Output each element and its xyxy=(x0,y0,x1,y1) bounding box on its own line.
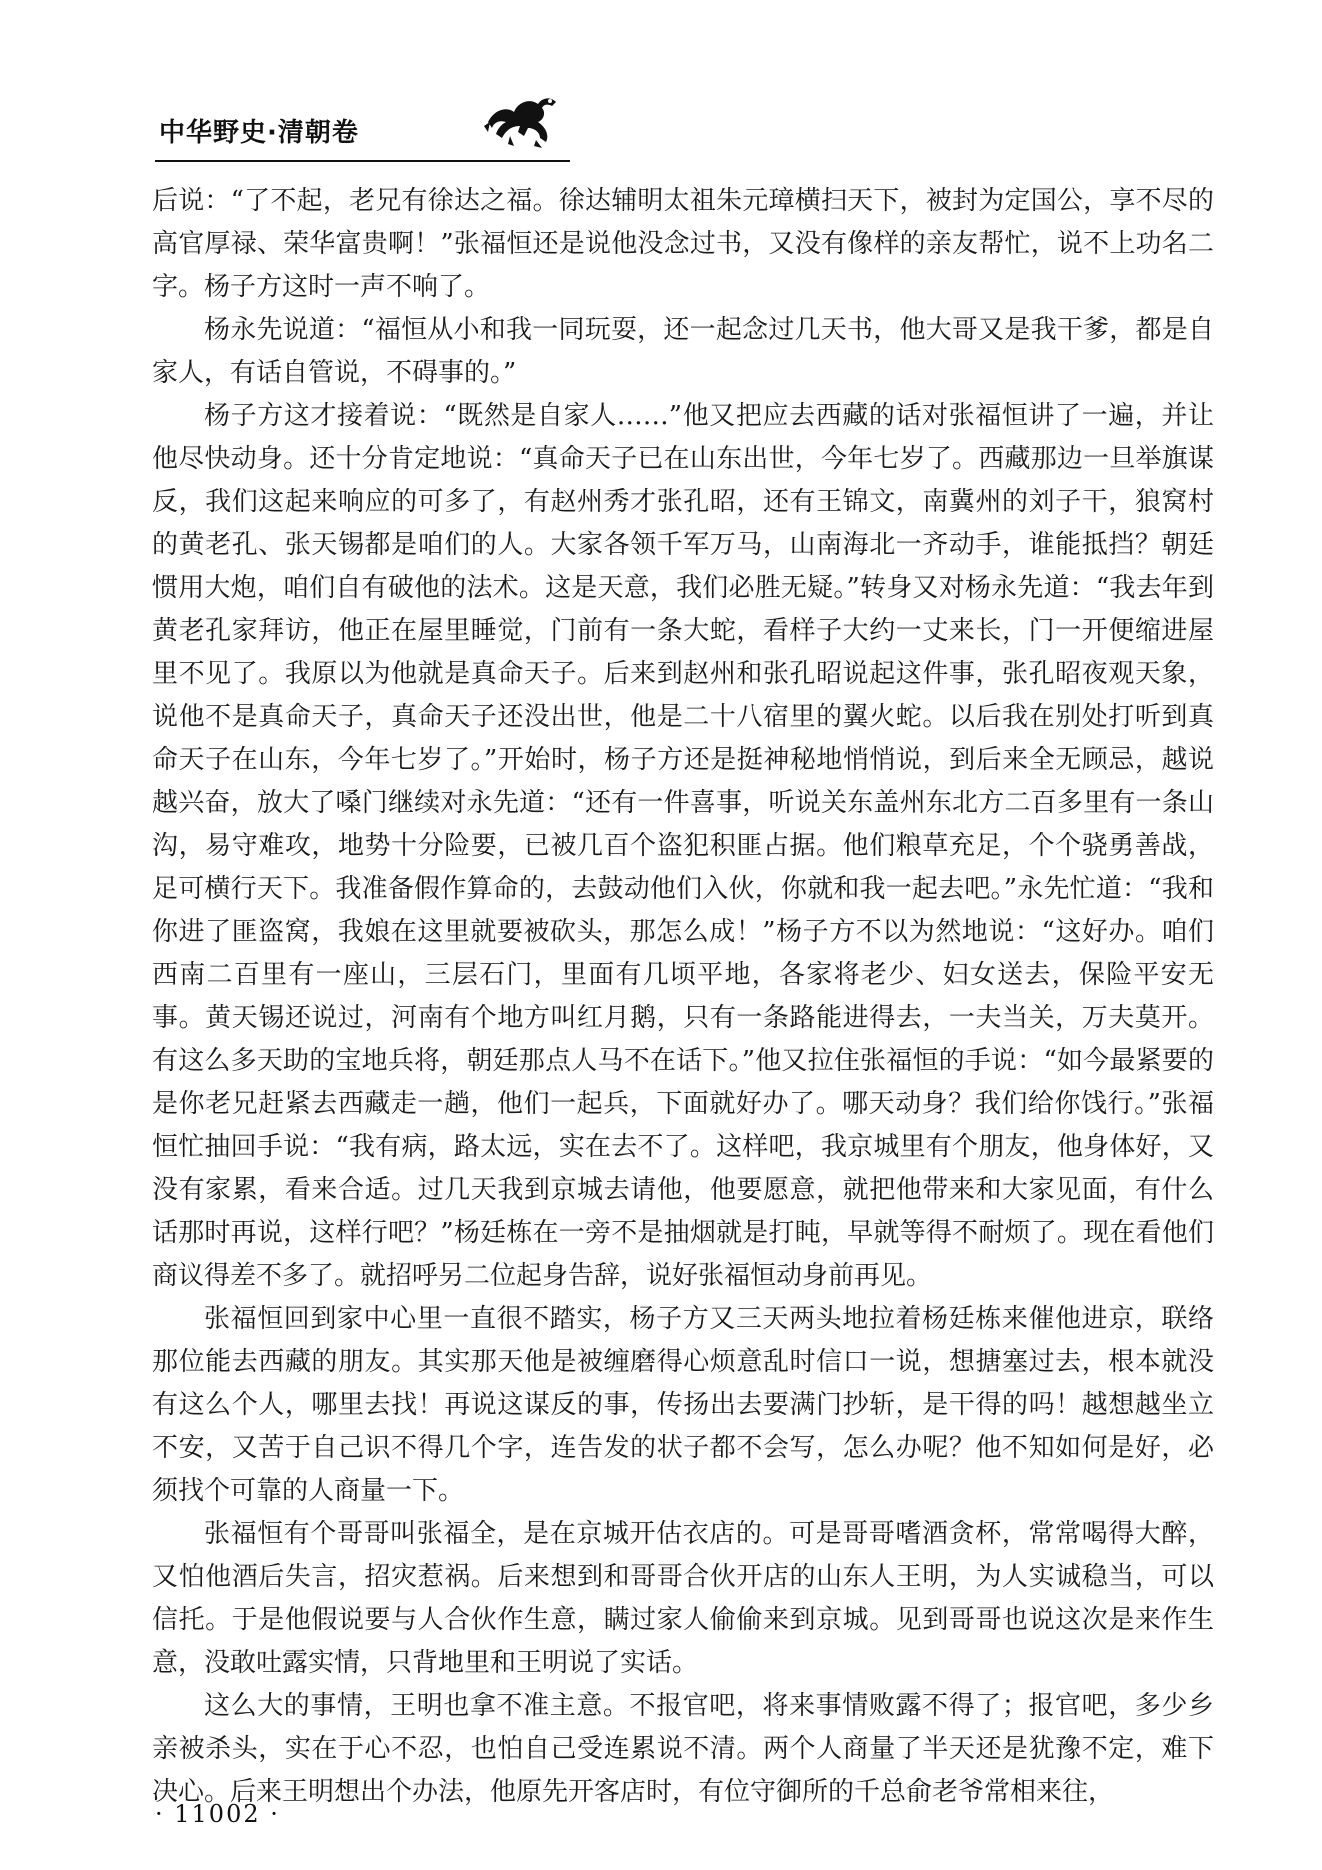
paragraph: 张福恒回到家中心里一直很不踏实，杨子方又三天两头地拉着杨廷栋来催他进京，联络那位能去西藏的朋友。其实那天他是被缠磨得心烦意乱时信口一说，想搪塞过去，根本就没有这么个人，哪里去找！再说这谋反的事，传扬出去要满门抄斩，是干得的吗！越想越坐立不安，又苦于自己识不得几个字，连告发的状子都不会写，怎么办呢？他不知如何是好，必须找个可靠的人商量一下。 xyxy=(152,1304,1214,1506)
paragraph: 杨永先说道：“福恒从小和我一同玩耍，还一起念过几天书，他大哥又是我干爹，都是自家人，有话自管说，不碍事的。” xyxy=(152,315,1214,388)
page-number: · 11002 · xyxy=(155,1800,280,1828)
body-text xyxy=(152,180,1214,1814)
paragraph: 张福恒有个哥哥叫张福全，是在京城开估衣店的。可是哥哥嗜酒贪杯，常常喝得大醉，又怕他酒后失言，招灾惹祸。后来想到和哥哥合伙开店的山东人王明，为人实诚稳当，可以信托。于是他假说要与人合伙作生意，瞒过家人偷偷来到京城。见到哥哥也说这次是来作生意，没敢吐露实情，只背地里和王明说了实话。 xyxy=(152,1519,1214,1678)
dragon-emblem-icon xyxy=(480,92,572,150)
book-title: 中华野史·清朝卷 xyxy=(159,118,359,148)
running-header xyxy=(155,92,575,162)
paragraph: 这么大的事情，王明也拿不准主意。不报官吧，将来事情败露不得了；报官吧，多少乡亲被杀头，实在于心不忍，也怕自己受连累说不清。两个人商量了半天还是犹豫不定，难下决心。后来王明想出个办法，他原先开客店时，有位守御所的千总俞老爷常相来往， xyxy=(152,1691,1214,1807)
paragraph: 后说：“了不起，老兄有徐达之福。徐达辅明太祖朱元璋横扫天下，被封为定国公，享不尽的高官厚禄、荣华富贵啊！”张福恒还是说他没念过书，又没有像样的亲友帮忙，说不上功名二字。杨子方这时一声不响了。 xyxy=(152,186,1214,302)
paragraph: 杨子方这才接着说：“既然是自家人……”他又把应去西藏的话对张福恒讲了一遍，并让他尽快动身。还十分肯定地说：“真命天子已在山东出世，今年七岁了。西藏那边一旦举旗谋反，我们这起来响应的可多了，有赵州秀才张孔昭，还有王锦文，南冀州的刘子干，狼窝村的黄老孔、张天锡都是咱们的人。大家各领千军万马，山南海北一齐动手，谁能抵挡？朝廷惯用大炮，咱们自有破他的法术。这是天意，我们必胜无疑。”转身又对杨永先道：“我去年到黄老孔家拜访，他正在屋里睡觉，门前有一条大蛇，看样子大约一丈来长，门一开便缩进屋里不见了。我原以为他就是真命天子。后来到赵州和张孔昭说起这件事，张孔昭夜观天象，说他不是真命天子，真命天子还没出世，他是二十八宿里的翼火蛇。以后我在别处打听到真命天子在山东，今年七岁了。”开始时，杨子方还是挺神秘地悄悄说，到后来全无顾忌，越说越兴奋，放大了嗓门继续对永先道：“还有一件喜事，听说关东盖州东北方二百多里有一条山沟，易守难攻，地势十分险要，已被几百个盗犯积匪占据。他们粮草充足，个个骁勇善战，足可横行天下。我准备假作算命的，去鼓动他们入伙，你就和我一起去吧。”永先忙道：“我和你进了匪盗窝，我娘在这里就要被砍头，那怎么成！”杨子方不以为然地说：“这好办。咱们西南二百里有一座山，三层石门，里面有几顷平地，各家将老少、妇女送去，保险平安无事。黄天锡还说过，河南有个地方叫红月鹅，只有一条路能进得去，一夫当关，万夫莫开。有这么多天助的宝地兵将，朝廷那点人马不在话下。”他又拉住张福恒的手说：“如今最紧要的是你老兄赶紧去西藏走一趟，他们一起兵，下面就好办了。哪天动身？我们给你饯行。”张福恒忙抽回手说：“我有病，路太远，实在去不了。这样吧，我京城里有个朋友，他身体好，又没有家累，看来合适。过几天我到京城去请他，他要愿意，就把他带来和大家见面，有什么话那时再说，这样行吧？”杨廷栋在一旁不是抽烟就是打盹，早就等得不耐烦了。现在看他们商议得差不多了。就招呼另二位起身告辞，说好张福恒动身前再见。 xyxy=(152,401,1214,1291)
header-rule xyxy=(155,160,570,162)
